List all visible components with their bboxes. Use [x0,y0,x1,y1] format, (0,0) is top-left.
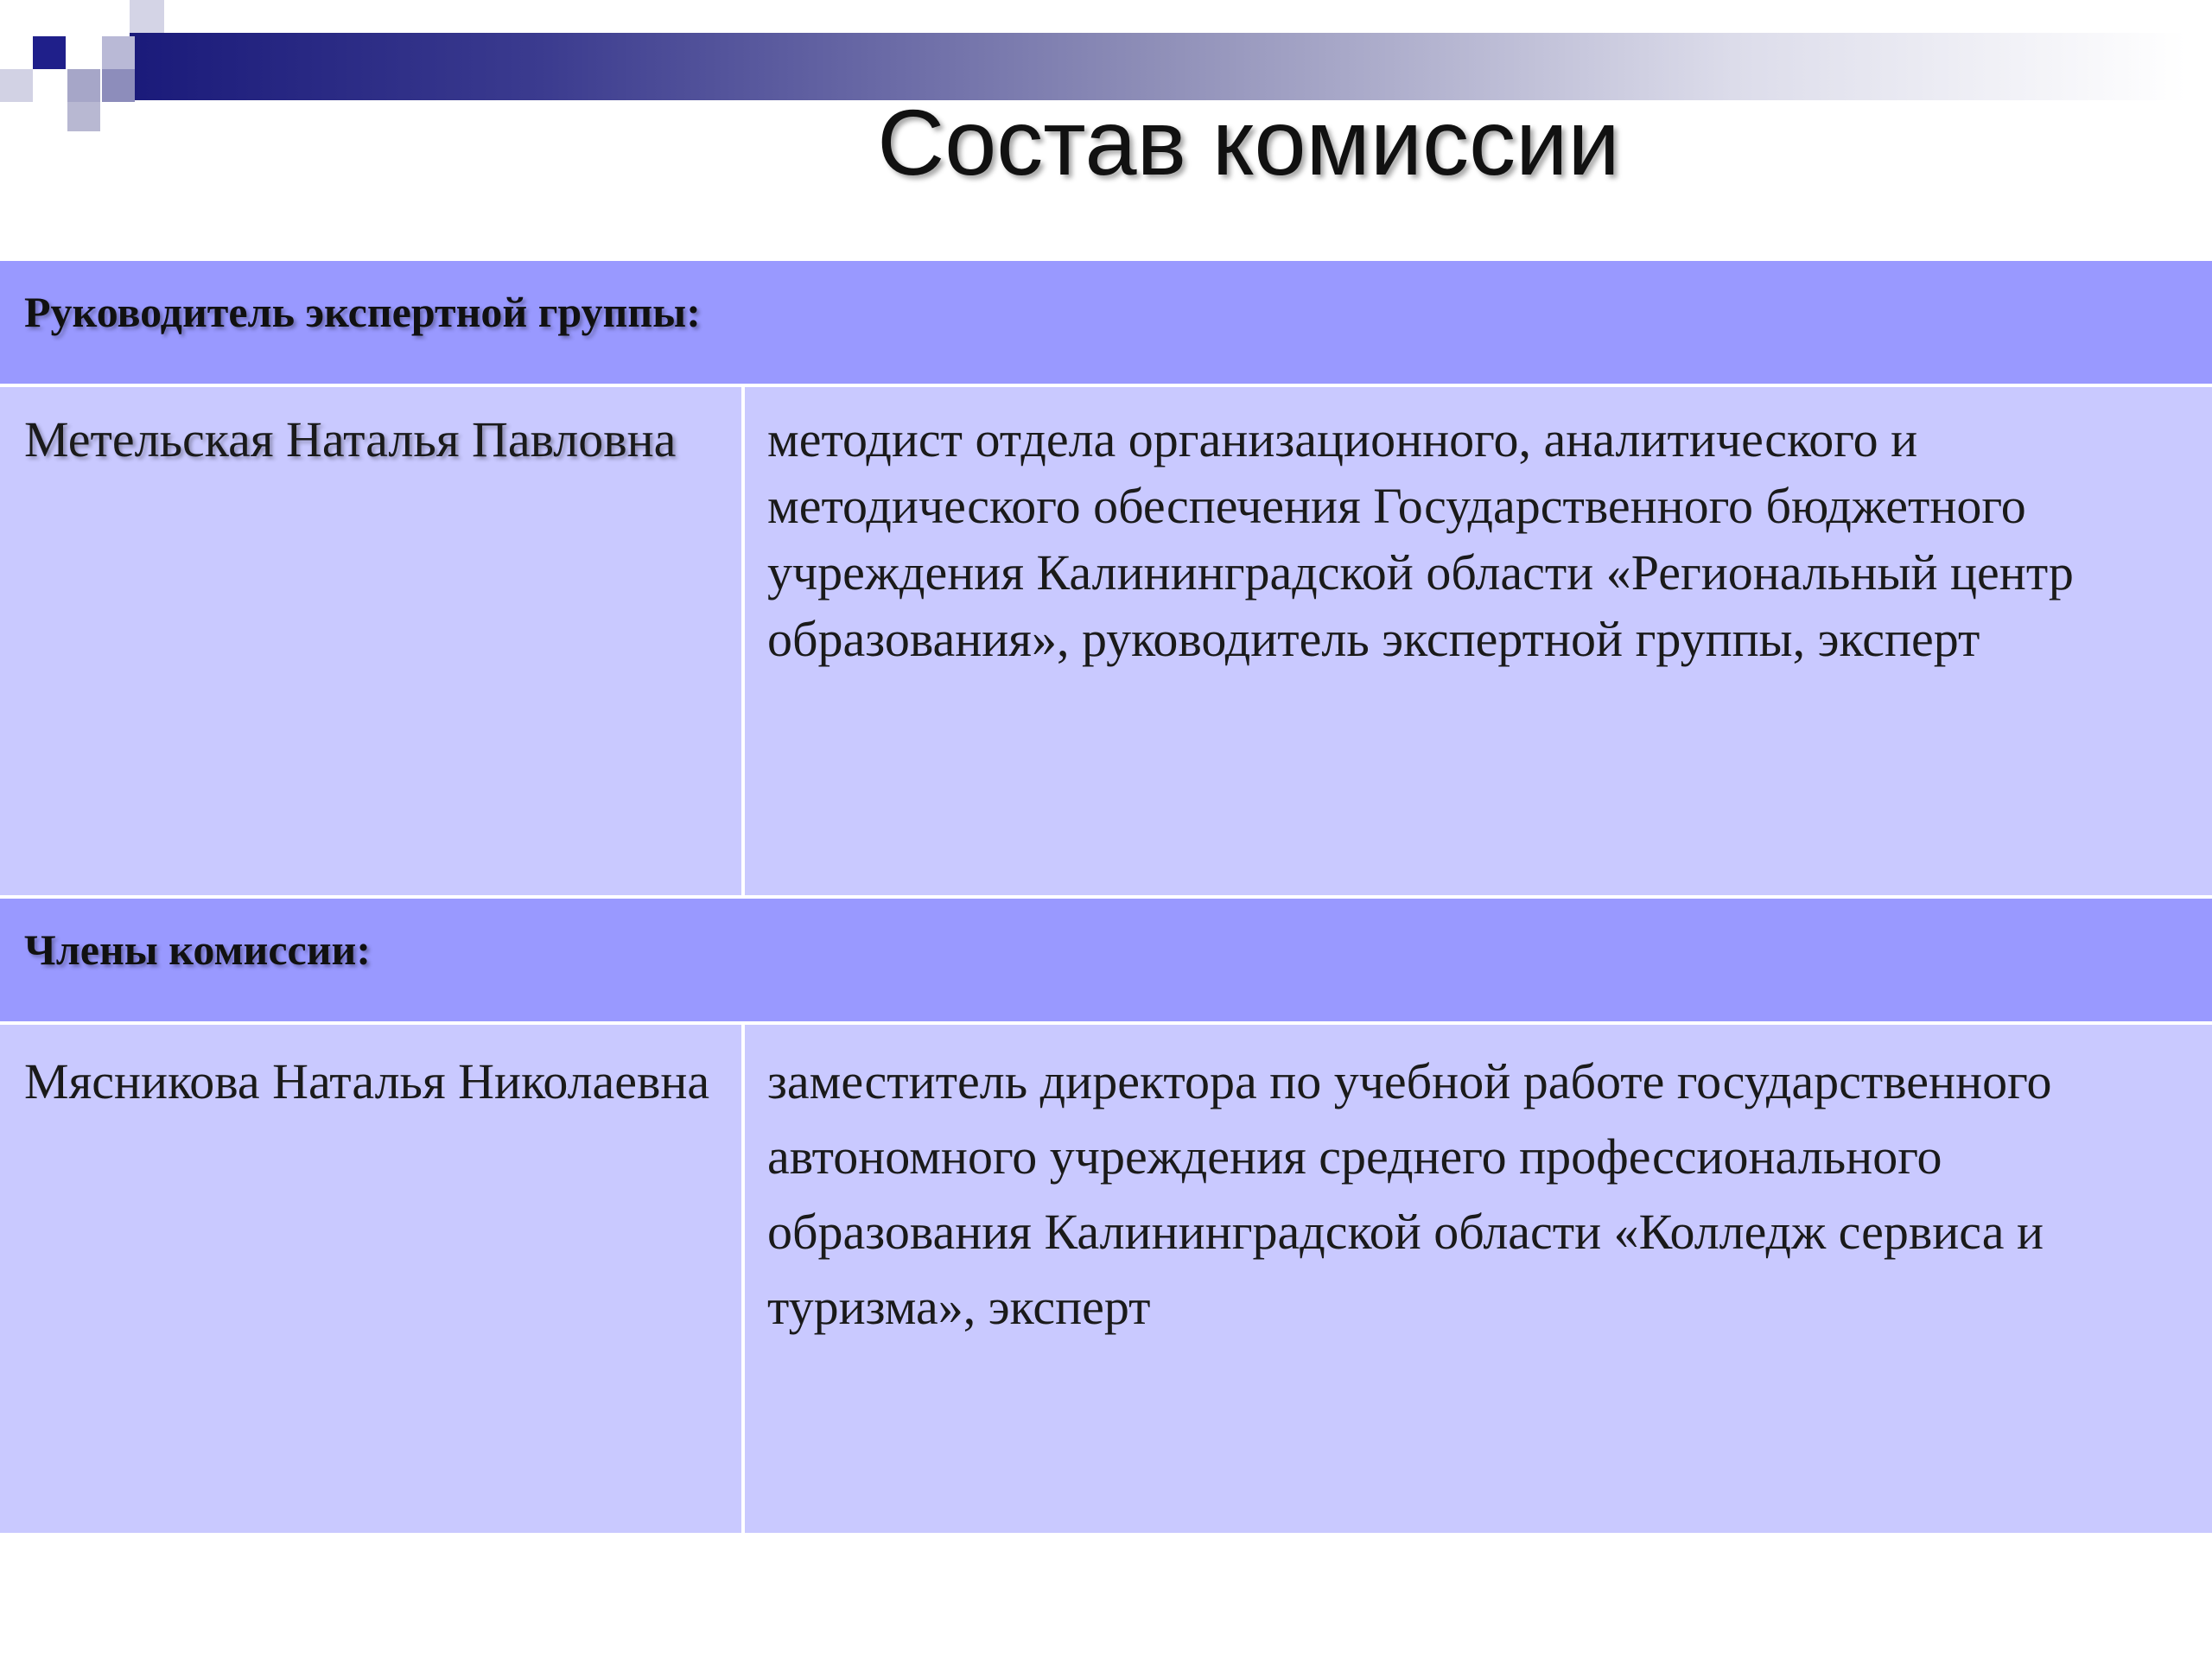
section-header-row [0,257,2212,387]
member-name: Мясникова Наталья Николаевна [0,1025,745,1533]
decorative-square [130,0,164,33]
section-header-row [0,895,2212,1025]
decorative-square [102,36,135,69]
decorative-square [33,36,66,69]
commission-table [0,257,2212,1533]
section-heading: Члены комиссии: [24,925,372,974]
table-row [0,1025,2212,1533]
member-description: заместитель директора по учебной работе государственного автономного учреждения среднего профессионального образования Калининградской области «Колледж сервиса и туризма», эксперт [767,1053,2052,1335]
member-name: Метельская Наталья Павловна [0,387,745,895]
slide-title: Состав комиссии [877,90,1620,194]
table-row [0,387,2212,895]
member-description: методист отдела организационного, аналитического и методического обеспечения Государственного бюджетного учреждения Калининградской области «Региональный центр образования», руководитель экспертной группы, эксперт [767,411,2074,668]
section-heading: Руководитель экспертной группы: [24,288,701,336]
